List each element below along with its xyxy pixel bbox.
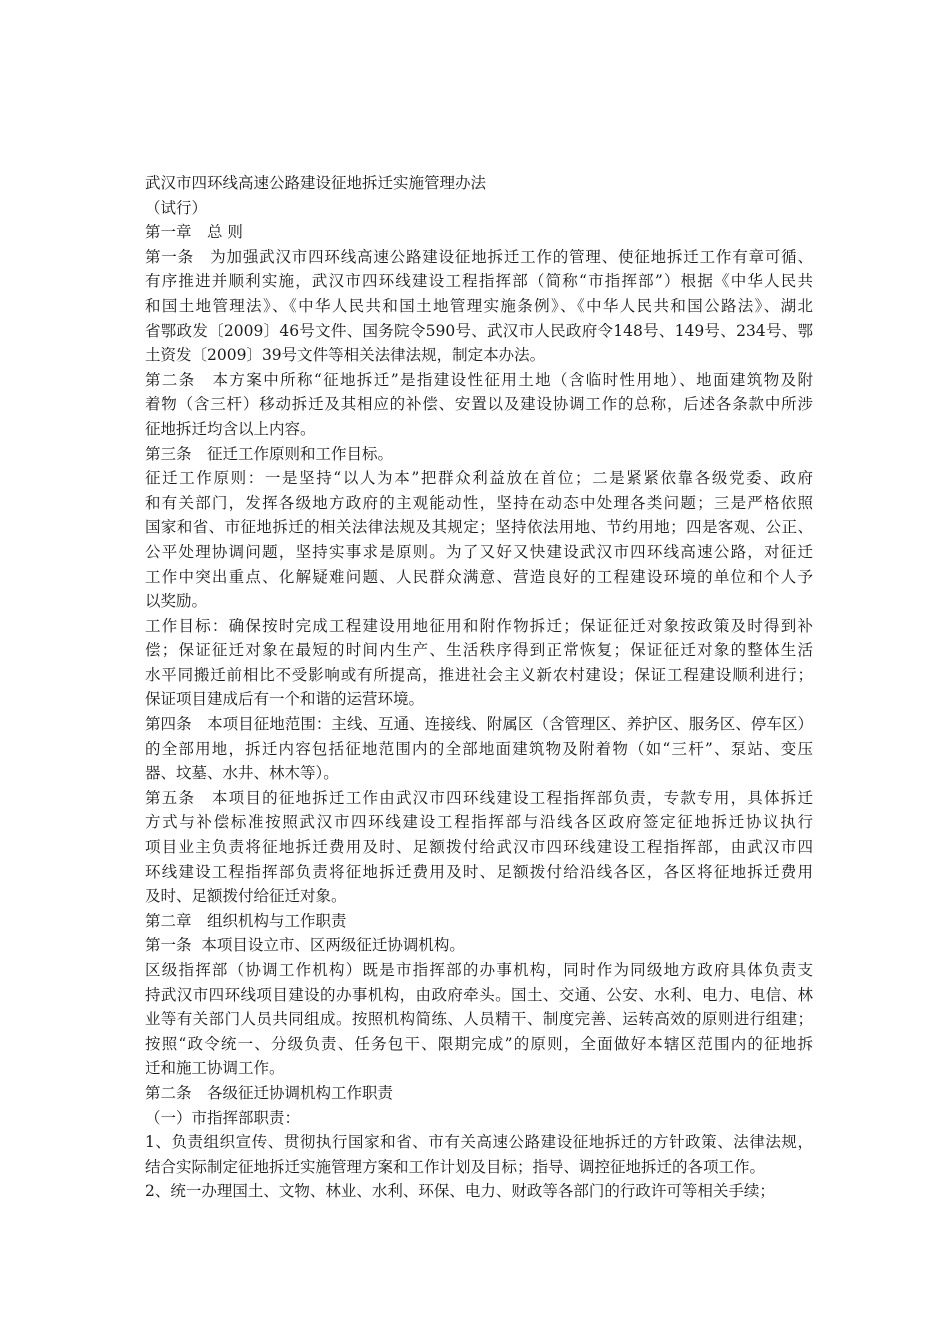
paragraph-line: 器、坟墓、水井、林木等）。 xyxy=(145,764,339,783)
paragraph xyxy=(145,614,813,712)
paragraph-line: 有序推进并顺利实施，武汉市四环线建设工程指挥部（简称“市指挥部”）根据《中华人民共 xyxy=(145,272,813,291)
paragraph-line: 的全部用地，拆迁内容包括征地范围内的全部地面建筑物及附着物（如“三杆”、泵站、变压 xyxy=(145,739,813,758)
paragraph-line: 工作目标：确保按时完成工程建设用地征用和附作物拆迁；保证征迁对象按政策及时得到补 xyxy=(145,616,813,635)
paragraph-line: 环线建设工程指挥部负责将征地拆迁费用及时、足额拨付给沿线各区，各区将征地拆迁费用 xyxy=(145,862,813,881)
paragraph-line: 第四条 本项目征地范围：主线、互通、连接线、附属区（含管理区、养护区、服务区、停车区） xyxy=(145,715,813,734)
document-body xyxy=(145,245,813,1204)
paragraph xyxy=(145,245,813,368)
paragraph-line: 第五条 本项目的征地拆迁工作由武汉市四环线建设工程指挥部负责，专款专用，具体拆迁 xyxy=(145,788,813,807)
paragraph-line: 结合实际制定征地拆迁实施管理方案和工作计划及目标；指导、调控征地拆迁的各项工作。 xyxy=(145,1157,766,1176)
paragraph-line: 着物（含三杆）移动拆迁及其相应的补偿、安置以及建设协调工作的总称，后述各条款中所涉 xyxy=(145,395,813,414)
paragraph-line: 工作中突出重点、化解疑难问题、人民群众满意、营造良好的工程建设环境的单位和个人予 xyxy=(145,567,813,586)
paragraph xyxy=(145,466,813,614)
paragraph-line: 第二条 本方案中所称“征地拆迁”是指建设性征用土地（含临时性用地）、地面建筑物及附 xyxy=(145,370,813,389)
paragraph-line: 和国土地管理法》、《中华人民共和国土地管理实施条例》、《中华人民共和国公路法》、湖北 xyxy=(145,296,813,315)
paragraph-line: 第一条 本项目设立市、区两级征迁协调机构。 xyxy=(145,936,465,955)
chapter-heading: 第一章 总 则 xyxy=(145,223,243,242)
paragraph xyxy=(145,909,813,934)
paragraph-line: 保证项目建成后有一个和谐的运营环境。 xyxy=(145,690,425,709)
paragraph xyxy=(145,1130,813,1179)
paragraph-line: 第三条 征迁工作原则和工作目标。 xyxy=(145,444,394,463)
paragraph-line: 2、统一办理国土、文物、林业、水利、环保、电力、财政等各部门的行政许可等相关手续； xyxy=(145,1182,775,1201)
paragraph-line: 第一条 为加强武汉市四环线高速公路建设征地拆迁工作的管理、使征地拆迁工作有章可循、 xyxy=(145,247,813,266)
paragraph xyxy=(145,442,813,467)
paragraph-line: 方式与补偿标准按照武汉市四环线建设工程指挥部与沿线各区政府签定征地拆迁协议执行 xyxy=(145,813,813,832)
paragraph xyxy=(145,786,813,909)
paragraph-line: 省鄂政发〔2009〕46号文件、国务院令590号、武汉市人民政府令148号、149号、234号、鄂 xyxy=(145,321,813,340)
paragraph-line: 国家和省、市征地拆迁的相关法律法规及其规定；坚持依法用地、节约用地；四是客观、公正、 xyxy=(145,518,813,537)
paragraph-line: 区级指挥部（协调工作机构）既是市指挥部的办事机构，同时作为同级地方政府具体负责支 xyxy=(145,961,813,979)
paragraph-line: 偿；保证征迁对象在最短的时间内生产、生活秩序得到正常恢复；保证征迁对象的整体生活 xyxy=(145,641,813,660)
paragraph xyxy=(145,1106,813,1131)
paragraph-line: 业等有关部门人员共同组成。按照机构简练、人员精干、制度完善、运转高效的原则进行组建； xyxy=(145,1010,813,1029)
paragraph-line: 征地拆迁均含以上内容。 xyxy=(145,419,316,438)
paragraph-line: 第二条 各级征迁协调机构工作职责 xyxy=(145,1083,394,1102)
paragraph-line: 土资发〔2009〕39号文件等相关法律法规，制定本办法。 xyxy=(145,346,546,365)
paragraph-line: 项目业主负责将征地拆迁费用及时、足额拨付给武汉市四环线建设工程指挥部，由武汉市四 xyxy=(145,838,813,857)
paragraph xyxy=(145,933,813,958)
paragraph xyxy=(145,958,813,1081)
document-subtitle: （试行） xyxy=(145,198,208,217)
paragraph xyxy=(145,712,813,786)
paragraph-line: 以奖励。 xyxy=(145,592,208,611)
document-page xyxy=(145,171,813,1204)
paragraph-line: 持武汉市四环线项目建设的办事机构，由政府牵头。国土、交通、公安、水利、电力、电信、林 xyxy=(145,985,813,1004)
paragraph-line: 第二章 组织机构与工作职责 xyxy=(145,911,347,930)
paragraph-line: 公平处理协调问题，坚持实事求是原则。为了又好又快建设武汉市四环线高速公路，对征迁 xyxy=(145,542,813,561)
document-title: 武汉市四环线高速公路建设征地拆迁实施管理办法 xyxy=(145,174,487,192)
paragraph-line: 征迁工作原则：一是坚持“以人为本”把群众利益放在首位；二是紧紧依靠各级党委、政府 xyxy=(145,469,813,488)
paragraph-line: 按照“政令统一、分级负责、任务包干、限期完成”的原则，全面做好本辖区范围内的征地拆 xyxy=(145,1034,813,1053)
paragraph-line: 迁和施工协调工作。 xyxy=(145,1059,285,1078)
paragraph-line: 和有关部门，发挥各级地方政府的主观能动性，坚持在动态中处理各类问题；三是严格依照 xyxy=(145,493,813,512)
paragraph-line: （一）市指挥部职责： xyxy=(145,1108,301,1127)
paragraph-line: 水平同搬迁前相比不受影响或有所提高，推进社会主义新农村建设；保证工程建设顺利进行； xyxy=(145,665,813,684)
paragraph xyxy=(145,1081,813,1106)
paragraph xyxy=(145,1179,813,1204)
paragraph-line: 1、负责组织宣传、贯彻执行国家和省、市有关高速公路建设征地拆迁的方针政策、法律法规， xyxy=(145,1133,813,1152)
paragraph-line: 及时、足额拨付给征迁对象。 xyxy=(145,887,347,906)
paragraph xyxy=(145,368,813,442)
